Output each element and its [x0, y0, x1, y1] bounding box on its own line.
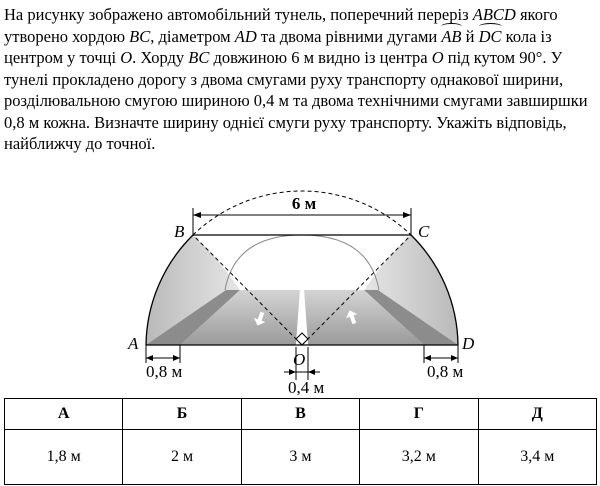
right-strip-width-label: 0,8 м: [427, 362, 464, 381]
math-symbol: O: [120, 48, 133, 67]
median-width-label: 0,4 м: [288, 378, 325, 397]
problem-text-segment: якого утворено хордою: [4, 5, 558, 46]
answer-option[interactable]: 3,2 м: [360, 430, 478, 485]
problem-text-segment: , діаметром: [150, 26, 235, 46]
problem-text-segment: . Хорду: [132, 48, 189, 67]
answer-option[interactable]: 1,8 м: [5, 430, 123, 485]
dim-6m-arrow-left: [193, 212, 201, 218]
answer-option[interactable]: 2 м: [123, 430, 241, 485]
answer-header: А: [5, 399, 123, 430]
math-symbol: AD: [234, 26, 257, 46]
point-label-C: C: [418, 222, 430, 241]
chord-length-label: 6 м: [291, 194, 317, 213]
math-symbol: BC: [188, 48, 210, 67]
problem-text-segment: й: [461, 26, 479, 46]
problem-text-segment: кола із центром у точці: [4, 26, 552, 67]
answer-header: Г: [360, 399, 478, 430]
answer-value-row: [5, 430, 597, 485]
left-strip-width-label: 0,8 м: [146, 362, 183, 381]
answer-option[interactable]: 3,4 м: [478, 430, 596, 485]
point-label-O: O: [293, 350, 306, 369]
problem-text: [4, 4, 594, 155]
answer-header: В: [241, 399, 359, 430]
problem-text-segment: довжиною 6 м видно із центра: [209, 48, 432, 67]
math-symbol: O: [431, 48, 444, 67]
dim-6m-arrow-right: [403, 212, 411, 218]
problem-text-segment: На рисунку зображено автомобільний тунель, поперечний переріз: [4, 5, 473, 24]
point-label-D: D: [462, 334, 475, 353]
problem-text-segment: та двома рівними дугами: [256, 26, 442, 46]
math-symbol: BC: [129, 26, 151, 46]
problem-paragraph: [4, 4, 594, 155]
answer-header: Б: [123, 399, 241, 430]
arc-symbol: DC: [478, 26, 502, 46]
problem-text-segment: під кутом 90°. У тунелі прокладено дорогу з двома смугами руху транспорту однакової ширини, розділювальною смугою шириною 0,4 м та двома технічними смугами завширшки 0,8 м кожна. Визначте ширину однієї смуги руху транспорту. Укажіть відповідь, найближчу до точної.: [4, 48, 588, 153]
answer-header-row: [5, 399, 597, 430]
math-symbol: ABCD: [472, 5, 516, 24]
tunnel-figure: [0, 190, 600, 400]
point-label-B: B: [174, 222, 185, 241]
answer-header: Д: [478, 399, 596, 430]
arc-symbol: AB: [441, 26, 462, 46]
answer-option[interactable]: 3 м: [241, 430, 359, 485]
answer-table: [4, 398, 597, 485]
point-label-A: A: [128, 334, 139, 353]
